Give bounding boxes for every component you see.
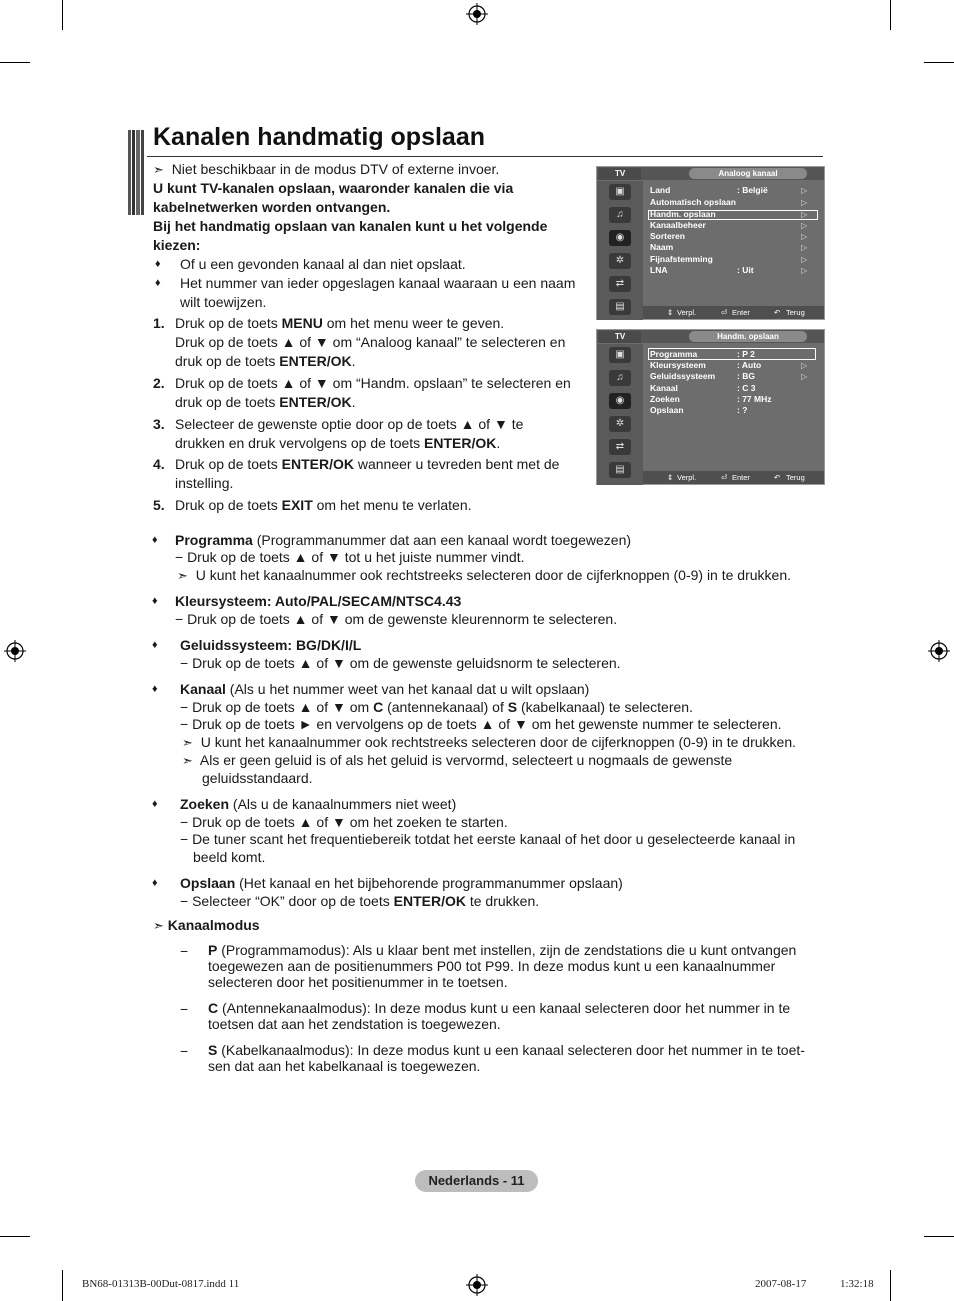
step-text: drukken en druk vervolgens op de toets ENTER/OK.: [175, 435, 501, 451]
option-programma: Programma (Programmanummer dat aan een kanaal wordt toegewezen): [175, 532, 632, 548]
option-step: − Druk op de toets ▲ of ▼ om de gewenste geluidsnorm te selecteren.: [180, 655, 621, 671]
diamond-bullet-icon: ♦: [152, 595, 158, 607]
dash-marker: −: [180, 943, 189, 959]
step-text: Druk op de toets ▲ of ▼ om “Handm. opslaan” te selecteren en: [175, 375, 571, 391]
osd-item[interactable]: Zoeken: [650, 394, 680, 404]
sound-icon: ♫: [609, 207, 631, 223]
intro-bullet: Of u een gevonden kanaal al dan niet opslaat.: [180, 256, 466, 272]
right-triangle-icon: ▷: [801, 372, 808, 381]
osd-item[interactable]: Programma: [650, 349, 698, 359]
arrow-note-icon: ➣: [153, 162, 164, 177]
option-kleursysteem: Kleursysteem: Auto/PAL/SECAM/NTSC4.43: [175, 593, 462, 609]
osd-item[interactable]: LNA: [650, 265, 668, 275]
step-text: instelling.: [175, 475, 234, 491]
osd-item-value: : België: [737, 185, 768, 195]
option-note: ➣ Als er geen geluid is of als het geluid is vervormd, selecteert u nogmaals de gewenste: [182, 752, 733, 768]
osd-item[interactable]: Geluidssysteem: [650, 371, 716, 381]
intro-bold-line: Bij het handmatig opslaan van kanalen kunt u het volgende: [153, 218, 548, 234]
osd-item[interactable]: Automatisch opslaan: [650, 197, 736, 207]
return-icon: ↶: [774, 308, 781, 317]
diamond-bullet-icon: ♦: [152, 639, 158, 651]
registration-mark-icon: [4, 640, 26, 662]
step-number: 2.: [153, 375, 165, 391]
step-number: 3.: [153, 416, 165, 432]
osd-tab-tv: TV: [599, 168, 641, 180]
application-icon: ▤: [609, 462, 631, 478]
intro-bullet: Het nummer van ieder opgeslagen kanaal waaraan u een naam: [180, 275, 576, 291]
osd-item[interactable]: Land: [650, 185, 671, 195]
osd-item[interactable]: Opslaan: [650, 405, 684, 415]
intro-note: ➣ Niet beschikbaar in de modus DTV of externe invoer.: [153, 161, 500, 177]
mode-s-text: sen dat aan het kabelkanaal is toegewezen.: [208, 1058, 481, 1074]
step-number: 4.: [153, 456, 165, 472]
option-kanaal: Kanaal (Als u het nummer weet van het kanaal dat u wilt opslaan): [180, 681, 590, 697]
move-icon: ⇕: [667, 308, 674, 317]
mode-s: S (Kabelkanaalmodus): In deze modus kunt u een kanaal selecteren door het nummer in te toet-: [208, 1042, 805, 1058]
osd-tab-tv: TV: [599, 331, 641, 343]
diamond-bullet-icon: ♦: [152, 877, 158, 889]
picture-icon: ▣: [609, 184, 631, 200]
osd-item-value: : ?: [737, 405, 748, 415]
diamond-bullet-icon: ♦: [152, 798, 158, 810]
setup-icon: ✲: [609, 253, 631, 269]
step-text: Druk op de toets MENU om het menu weer te geven.: [175, 315, 505, 331]
page-title: Kanalen handmatig opslaan: [153, 123, 486, 151]
option-note: ➣ U kunt het kanaalnummer ook rechtstreeks selecteren door de cijferknoppen (0-9) in te drukken.: [177, 567, 791, 583]
option-step: − Druk op de toets ▲ of ▼ om C (antennekanaal) of S (kabelkanaal) te selecteren.: [180, 699, 693, 715]
mode-p-text: selecteren door het positienummer in te toetsen.: [208, 974, 508, 990]
kanaalmodus-heading: ➣ Kanaalmodus: [153, 917, 260, 933]
osd-header: Analoog kanaal: [689, 168, 807, 179]
picture-icon: ▣: [609, 347, 631, 363]
right-triangle-icon: ▷: [801, 255, 808, 264]
osd-item[interactable]: Naam: [650, 242, 674, 252]
input-icon: ⇄: [609, 276, 631, 292]
channel-icon: ◉: [609, 393, 631, 409]
right-triangle-icon: ▷: [801, 232, 808, 241]
application-icon: ▤: [609, 299, 631, 315]
osd-item[interactable]: Kanaalbeheer: [650, 220, 706, 230]
title-underline: [147, 156, 823, 157]
intro-bold-line: kiezen:: [153, 237, 201, 253]
arrow-note-icon: ➣: [153, 918, 164, 933]
osd-item[interactable]: Kleursysteem: [650, 360, 706, 370]
step-text: Druk op de toets EXIT om het menu te verlaten.: [175, 497, 472, 513]
diamond-bullet-icon: ♦: [155, 277, 161, 289]
right-triangle-icon: ▷: [801, 266, 808, 275]
input-icon: ⇄: [609, 439, 631, 455]
mode-c-text: toetsen dat aan het zendstation is toegewezen.: [208, 1016, 501, 1032]
mode-p-text: toegewezen aan de positienummers P00 tot P99. In deze modus kunt u een kanaalnummer: [208, 958, 776, 974]
diamond-bullet-icon: ♦: [152, 683, 158, 695]
option-step: beeld komt.: [193, 849, 266, 865]
date-slug: 2007-08-17: [755, 1278, 807, 1290]
registration-mark-icon: [466, 3, 488, 25]
diamond-bullet-icon: ♦: [152, 534, 158, 546]
step-text: Druk op de toets ▲ of ▼ om “Analoog kanaal” te selecteren en: [175, 334, 566, 350]
file-slug: BN68-01313B-00Dut-0817.indd 11: [82, 1278, 240, 1290]
step-number: 5.: [153, 497, 165, 513]
enter-icon: ⏎: [721, 473, 728, 482]
option-note: ➣ U kunt het kanaalnummer ook rechtstreeks selecteren door de cijferknoppen (0-9) in te drukken.: [182, 734, 796, 750]
osd-header: Handm. opslaan: [689, 331, 807, 342]
dash-marker: −: [180, 1001, 189, 1017]
option-step: − De tuner scant het frequentiebereik totdat het eerste kanaal of het door u geselecteerde kanaal in: [180, 831, 796, 847]
intro-bold-line: U kunt TV-kanalen opslaan, waaronder kanalen die via: [153, 180, 514, 196]
sound-icon: ♫: [609, 370, 631, 386]
arrow-note-icon: ➣: [182, 753, 193, 768]
title-decoration: [128, 130, 144, 215]
step-text: druk op de toets ENTER/OK.: [175, 353, 356, 369]
move-icon: ⇕: [667, 473, 674, 482]
right-triangle-icon: ▷: [801, 361, 808, 370]
osd-item-value: : Auto: [737, 360, 762, 370]
registration-mark-icon: [466, 1274, 488, 1296]
return-icon: ↶: [774, 473, 781, 482]
page-number-label: Nederlands - 11: [415, 1170, 538, 1192]
dash-marker: −: [180, 1043, 189, 1059]
intro-bold-line: kabelnetwerken worden ontvangen.: [153, 199, 391, 215]
intro-bullet: wilt toewijzen.: [180, 294, 267, 310]
enter-icon: ⏎: [721, 308, 728, 317]
osd-item[interactable]: Kanaal: [650, 383, 678, 393]
right-triangle-icon: ▷: [801, 186, 808, 195]
step-text: Druk op de toets ENTER/OK wanneer u tevreden bent met de: [175, 456, 560, 472]
osd-item-value: : C 3: [737, 383, 756, 393]
setup-icon: ✲: [609, 416, 631, 432]
step-text: Selecteer de gewenste optie door op de toets ▲ of ▼ te: [175, 416, 524, 432]
arrow-note-icon: ➣: [177, 568, 188, 583]
option-geluidssysteem: Geluidssysteem: BG/DK/I/L: [180, 637, 362, 653]
right-triangle-icon: ▷: [801, 210, 808, 219]
osd-item[interactable]: Sorteren: [650, 231, 685, 241]
mode-c: C (Antennekanaalmodus): In deze modus kunt u een kanaal selecteren door het nummer in te: [208, 1000, 791, 1016]
option-step: − Druk op de toets ▲ of ▼ tot u het juiste nummer vindt.: [175, 549, 525, 565]
option-opslaan: Opslaan (Het kanaal en het bijbehorende programmanummer opslaan): [180, 875, 623, 891]
option-step: − Druk op de toets ▲ of ▼ om de gewenste kleurennorm te selecteren.: [175, 611, 618, 627]
time-slug: 1:32:18: [840, 1278, 874, 1290]
osd-item-value: : Uit: [737, 265, 754, 275]
step-text: druk op de toets ENTER/OK.: [175, 394, 356, 410]
mode-p: P (Programmamodus): Als u klaar bent met instellen, zijn de zendstations die u kunt ontvangen: [208, 942, 797, 958]
osd-item[interactable]: Handm. opslaan: [650, 209, 716, 219]
osd-item[interactable]: Fijnafstemming: [650, 254, 713, 264]
option-zoeken: Zoeken (Als u de kanaalnummers niet weet): [180, 796, 457, 812]
arrow-note-icon: ➣: [182, 735, 193, 750]
registration-mark-icon: [928, 640, 950, 662]
osd-item-value: : BG: [737, 371, 755, 381]
option-step: − Selecteer “OK” door op de toets ENTER/OK te drukken.: [180, 893, 540, 909]
osd-handm-opslaan: [596, 329, 825, 485]
option-step: − Druk op de toets ▲ of ▼ om het zoeken te starten.: [180, 814, 508, 830]
option-step: − Druk op de toets ► en vervolgens op de toets ▲ of ▼ om het gewenste nummer te selecteren.: [180, 716, 782, 732]
osd-item-value: : 77 MHz: [737, 394, 772, 404]
osd-footer: ⇕ Verpl. ⏎ Enter ↶ Terug: [643, 471, 824, 484]
osd-footer: ⇕ Verpl. ⏎ Enter ↶ Terug: [643, 306, 824, 319]
right-triangle-icon: ▷: [801, 198, 808, 207]
channel-icon: ◉: [609, 230, 631, 246]
right-triangle-icon: ▷: [801, 243, 808, 252]
step-number: 1.: [153, 315, 165, 331]
right-triangle-icon: ▷: [801, 221, 808, 230]
diamond-bullet-icon: ♦: [155, 258, 161, 270]
osd-item-value: : P 2: [737, 349, 755, 359]
osd-analoog-kanaal: [596, 166, 825, 320]
option-note: geluidsstandaard.: [202, 770, 313, 786]
